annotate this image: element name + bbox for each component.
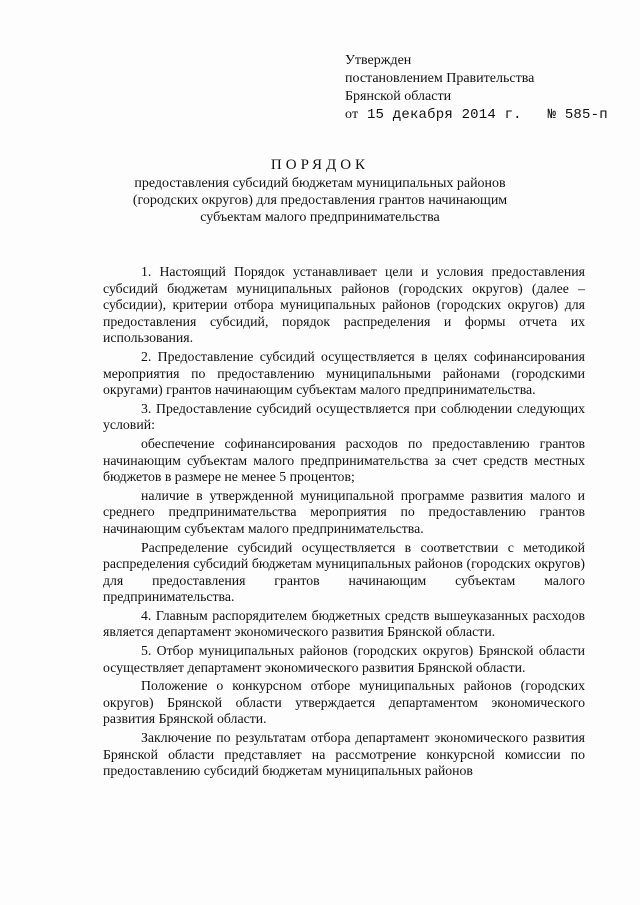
approval-line-resolution: постановлением Правительства xyxy=(345,71,535,86)
document-subtitle-line-3: субъектам малого предпринимательства xyxy=(200,210,440,225)
paragraph-condition-1: обеспечение софинансирования расходов по предоставлению грантов начинающим субъектам малого предпринимательства за счет средств местных бюджетов в размере не менее 5 процентов; xyxy=(103,435,585,485)
paragraph-4: 4. Главным распорядителем бюджетных средств вышеуказанных расходов является департамент экономического развития Брянской области. xyxy=(103,607,585,640)
document-body xyxy=(103,264,585,782)
approval-number-sign: № xyxy=(547,107,557,123)
document-title: ПОРЯДОК xyxy=(270,157,370,173)
approval-line-approved: Утвержден xyxy=(345,53,412,68)
approval-block xyxy=(345,52,608,124)
paragraph-1: 1. Настоящий Порядок устанавливает цели и условия предоставления субсидий бюджетам муниципальных районов (городских округов) (далее – субсидии), критерии отбора муниципальных районов (городских округов) для предоставления субсидий, порядок распределения и формы отчета их использования. xyxy=(103,264,585,346)
document-heading xyxy=(0,155,640,226)
approval-line-region: Брянской области xyxy=(345,89,452,104)
document-subtitle-line-1: предоставления субсидий бюджетам муниципальных районов xyxy=(134,176,506,191)
paragraph-distribution: Распределение субсидий осуществляется в соответствии с методикой распределения субсидий бюджетам муниципальных районов (городских округов) для предоставления грантов начинающим субъектам малого предпринимательства. xyxy=(103,539,585,605)
paragraph-5: 5. Отбор муниципальных районов (городских округов) Брянской области осуществляет департамент экономического развития Брянской области. xyxy=(103,643,585,675)
paragraph-3: 3. Предоставление субсидий осуществляется при соблюдении следующих условий: xyxy=(103,400,585,433)
document-subtitle-line-2: (городских округов) для предоставления грантов начинающим xyxy=(132,193,508,208)
approval-date-number-line xyxy=(345,106,608,124)
paragraph-2: 2. Предоставление субсидий осуществляется в целях софинансирования мероприятия по предоставлению муниципальными районами (городскими округами) грантов начинающим субъектам малого предпринимательства. xyxy=(103,348,585,398)
approval-number: 585-п xyxy=(564,107,608,123)
paragraph-regulation: Положение о конкурсном отборе муниципальных районов (городских округов) Брянской области утверждается департаментом экономического развития Брянской области. xyxy=(103,678,585,727)
approval-date-prefix: от xyxy=(345,107,359,122)
paragraph-condition-2: наличие в утвержденной муниципальной программе развития малого и среднего предпринимательства мероприятия по предоставлению грантов начинающим субъектам малого предпринимательства. xyxy=(103,487,585,536)
paragraph-conclusion: Заключение по результатам отбора департамент экономического развития Брянской области представляет на рассмотрение конкурсной комиссии по предоставлению субсидий бюджетам муниципальных районов xyxy=(103,730,585,779)
approval-date: 15 декабря 2014 г. xyxy=(366,107,522,123)
